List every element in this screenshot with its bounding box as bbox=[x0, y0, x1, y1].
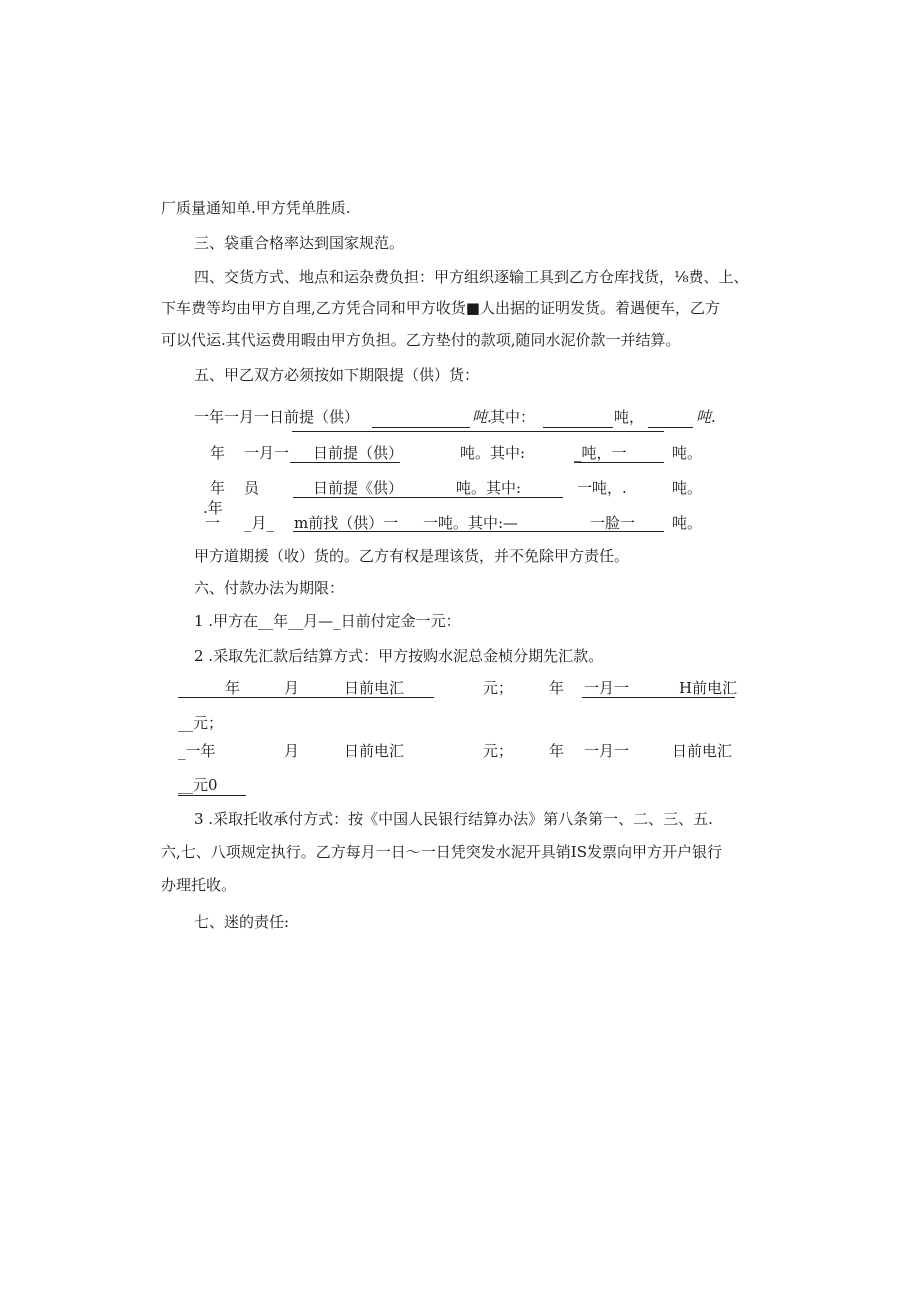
schedule-row-2-date: 日前提（供） bbox=[313, 444, 404, 462]
schedule-row-3-date: 日前提《供） bbox=[313, 479, 404, 497]
schedule-row-3-end: 吨。 bbox=[672, 479, 703, 497]
schedule-row-1-ton-2: 吨， bbox=[614, 408, 645, 426]
schedule-row-1-date: 一年一月一日前提（供） bbox=[194, 408, 360, 426]
blank-line bbox=[648, 427, 693, 428]
schedule-row-3-yuan: 员 bbox=[244, 479, 260, 497]
schedule-row-1-ton: 吨. bbox=[472, 408, 492, 426]
payment-row-2-year-2: 年 bbox=[549, 742, 565, 760]
schedule-row-2-end: 吨。 bbox=[672, 444, 703, 462]
clause-6-item-3-line-1: 3 .采取托收承付方式：按《中国人民银行结算办法》第八条第一、二、三、五. bbox=[194, 810, 713, 828]
schedule-row-4-sub: 一脸一 bbox=[590, 514, 636, 532]
schedule-row-4-date: m前找（供）一 bbox=[294, 514, 399, 532]
payment-row-1-year: 年 bbox=[225, 679, 241, 697]
schedule-row-4-year: .年 bbox=[203, 499, 223, 517]
blank-line bbox=[178, 795, 246, 796]
schedule-row-3-sub: 一吨，. bbox=[577, 479, 627, 497]
payment-row-1-month: 月 bbox=[284, 679, 300, 697]
payment-row-1-yuan: 元； bbox=[483, 679, 514, 697]
schedule-row-4-end: 吨。 bbox=[672, 514, 703, 532]
payment-row-2-amount: __元0 bbox=[178, 776, 218, 794]
blank-line bbox=[543, 427, 613, 428]
row-underline bbox=[293, 531, 664, 532]
clause-6-item-3-line-3: 办理托收。 bbox=[161, 876, 237, 894]
row-underline bbox=[292, 431, 664, 432]
payment-row-1-year-2: 年 bbox=[549, 679, 565, 697]
clause-6-item-3-line-2: 六,七、八项规定执行。乙方每月一日～一日凭突发水泥开具销IS发票向甲方开户银行 bbox=[161, 843, 722, 861]
clause-4-line-3: 可以代运.其代运费用暇由甲方负担。乙方垫付的款项,随同水泥价款一并结算。 bbox=[161, 331, 681, 349]
clause-4-line-1: 四、交货方式、地点和运杂费负担：甲方组织逐输工具到乙方仓库找货，⅛费、上、 bbox=[194, 268, 749, 286]
clause-5-note: 甲方道期援（收）货的。乙方有权是理该货，并不免除甲方责任。 bbox=[194, 547, 630, 565]
schedule-row-4-month: _月_ bbox=[244, 514, 275, 532]
payment-row-1-remit-2: H前电汇 bbox=[679, 679, 738, 697]
clause-4-line-2: 下车费等均由甲方自理,乙方凭合同和甲方收货■人出据的证明发货。着遇便车，乙方 bbox=[161, 299, 720, 317]
schedule-row-3-year: 年 bbox=[210, 479, 226, 497]
clause-6-item-1: 1 .甲方在__年__月—_日前付定金一元： bbox=[194, 612, 461, 630]
payment-row-2-month: 月 bbox=[284, 742, 300, 760]
blank-line bbox=[582, 697, 735, 698]
clause-5-title: 五、甲乙双方必须按如下期限提（供）货： bbox=[194, 366, 480, 384]
factory-notice-line: 厂质量通知单.甲方凭单胜质. bbox=[161, 199, 351, 217]
schedule-row-1-ton-3: 吨. bbox=[696, 408, 716, 426]
payment-row-1-remit: 日前电汇 bbox=[344, 679, 405, 697]
clause-7-title: 七、迷的责任: bbox=[194, 913, 290, 931]
schedule-row-2-year: 年 bbox=[210, 444, 226, 462]
schedule-row-2-ton: 吨。其中: bbox=[460, 444, 526, 462]
schedule-row-4-ton: 一吨。其中:— bbox=[423, 514, 519, 532]
payment-row-2-year: _一年 bbox=[178, 742, 216, 760]
payment-row-2-month-2: 一月一 bbox=[584, 742, 630, 760]
payment-row-2-remit: 日前电汇 bbox=[344, 742, 405, 760]
schedule-row-2-sub: _吨，一 bbox=[574, 444, 627, 462]
schedule-row-3-ton: 吨。其中: bbox=[456, 479, 522, 497]
payment-row-1-month-2: 一月一 bbox=[584, 679, 630, 697]
payment-row-1-amount: __元； bbox=[178, 714, 224, 732]
clause-6-title: 六、付款办法为期限： bbox=[194, 579, 345, 597]
blank-line bbox=[574, 462, 664, 463]
payment-row-2-yuan: 元； bbox=[483, 742, 514, 760]
clause-6-item-2: 2 .采取先汇款后结算方式：甲方按购水泥总金桢分期先汇款。 bbox=[194, 647, 604, 665]
schedule-row-1-qizhong: 其中： bbox=[490, 408, 536, 426]
clause-3-bag-weight: 三、袋重合格率达到国家规范。 bbox=[194, 234, 405, 252]
payment-row-2-remit-2: 日前电汇 bbox=[672, 742, 733, 760]
blank-line bbox=[372, 427, 470, 428]
schedule-row-4-dash: 一 bbox=[205, 514, 221, 532]
schedule-row-2-month: 一月一 bbox=[244, 444, 290, 462]
